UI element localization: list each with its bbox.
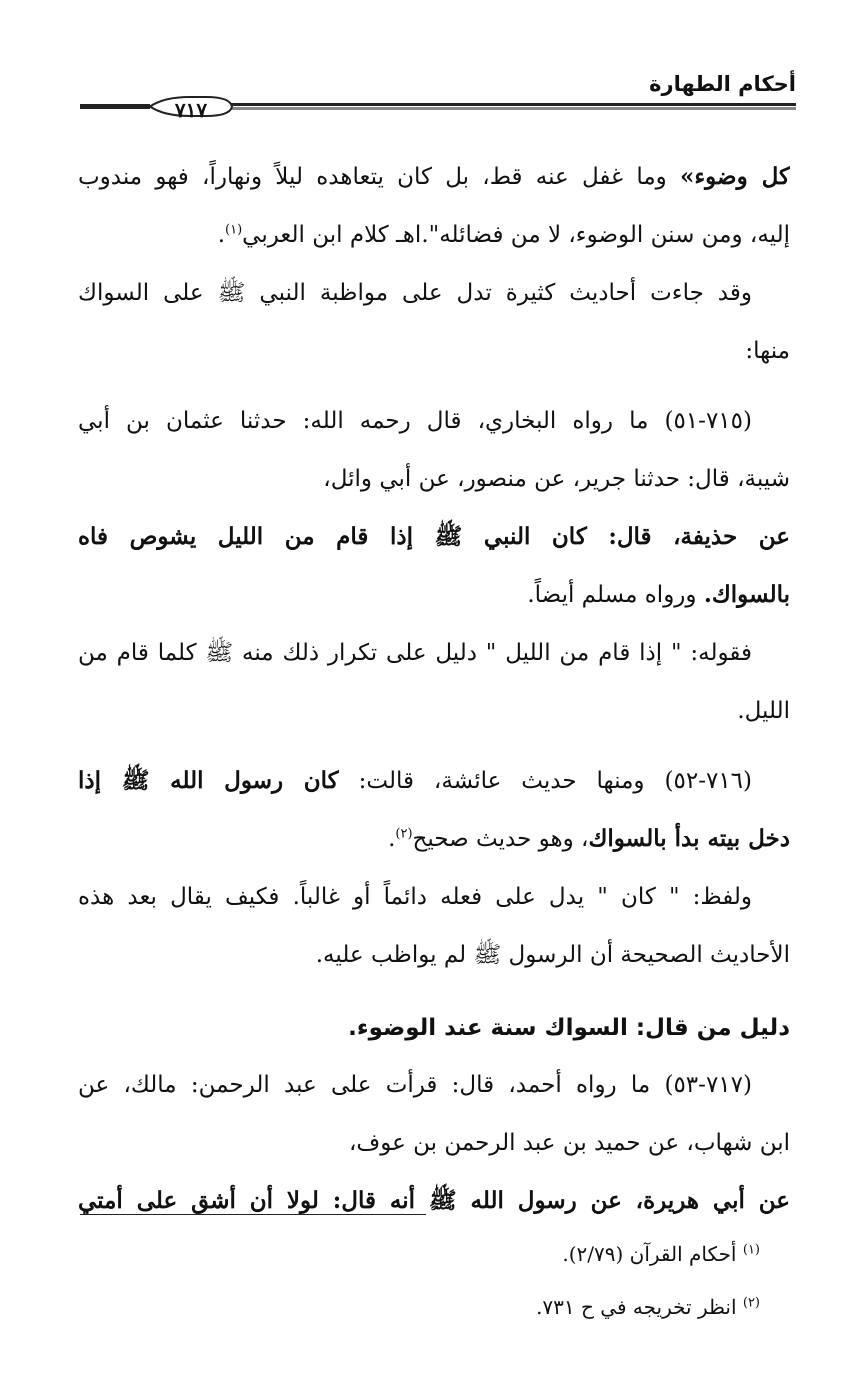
text-line xyxy=(78,566,790,624)
text-segment: (٧١٧-٥٣) ما رواه أحمد، قال: قرأت على عبد الرحمن: مالك، عن xyxy=(78,1072,752,1098)
main-text xyxy=(78,148,790,1230)
footnote-text: انظر تخريجه في ح ٧٣١. xyxy=(536,1295,743,1319)
footnote-separator xyxy=(80,1214,426,1215)
text-segment: الأحاديث الصحيحة أن الرسول ﷺ لم يواظب عليه. xyxy=(315,942,790,968)
footnote-mark: (٢) xyxy=(742,1295,760,1311)
text-segment: ورواه مسلم أيضاً. xyxy=(527,582,704,608)
text-line xyxy=(78,682,790,752)
text-line xyxy=(78,926,790,984)
book-title: أحكام الطهارة xyxy=(649,72,796,96)
section-heading: دليل من قال: السواك سنة عند الوضوء. xyxy=(348,1015,790,1041)
bold-text: عن أبي هريرة، عن رسول الله ﷺ أنه قال: لولا أن أشق على أمتي xyxy=(78,1187,790,1214)
bold-text: دخل بيته بدأ بالسواك xyxy=(588,825,790,852)
text-segment: الليل. xyxy=(737,698,790,724)
text-segment: ابن شهاب، عن حميد بن عبد الرحمن بن عوف، xyxy=(348,1130,790,1156)
text-segment: (٧١٥-٥١) ما رواه البخاري، قال رحمه الله: حدثنا عثمان بن أبي xyxy=(78,408,752,434)
text-line xyxy=(78,752,790,810)
text-line xyxy=(78,450,790,508)
text-segment: ولفظ: " كان " يدل على فعله دائماً أو غالباً. فكيف يقال بعد هذه xyxy=(78,884,752,910)
bold-text: كل وضوء» xyxy=(679,163,790,190)
footnote-text: أحكام القرآن (٢/٧٩). xyxy=(562,1242,743,1266)
text-line xyxy=(78,810,790,868)
text-line xyxy=(78,508,790,566)
text-line xyxy=(78,206,790,264)
text-line xyxy=(78,148,790,206)
text-segment: وقد جاءت أحاديث كثيرة تدل على مواظبة النبي ﷺ على السواك xyxy=(78,280,752,306)
footnote-mark: (١) xyxy=(742,1242,760,1258)
text-line xyxy=(78,264,790,322)
text-segment: شيبة، قال: حدثنا جرير، عن منصور، عن أبي وائل، xyxy=(323,466,790,492)
header-rule xyxy=(80,96,796,122)
text-segment: وما غفل عنه قط، بل كان يتعاهده ليلاً ونهاراً، فهو مندوب xyxy=(78,164,680,190)
bold-text: عن حذيفة، قال: كان النبي ﷺ إذا قام من الليل يشوص فاه xyxy=(78,523,790,550)
footnote xyxy=(80,1228,760,1281)
text-segment: إليه، ومن سنن الوضوء، لا من فضائله".اهـ كلام ابن العربي xyxy=(242,222,790,248)
footnote xyxy=(80,1281,760,1334)
page-header xyxy=(80,62,796,122)
text-line xyxy=(78,322,790,392)
text-segment: . xyxy=(388,826,396,852)
text-segment: ، وهو حديث صحيح xyxy=(412,826,589,852)
footnote-ref: (٢) xyxy=(395,826,413,842)
page-number: ٧١٧ xyxy=(174,98,208,122)
text-line xyxy=(78,1056,790,1114)
bold-text: بالسواك. xyxy=(703,581,790,608)
footnotes xyxy=(80,1228,760,1334)
text-line xyxy=(78,624,790,682)
text-segment: منها: xyxy=(745,338,790,364)
bold-text: كان رسول الله ﷺ إذا xyxy=(78,767,339,794)
text-segment: فقوله: " إذا قام من الليل " دليل على تكرار ذلك منه ﷺ كلما قام من xyxy=(78,640,752,666)
footnote-ref: (١) xyxy=(225,222,243,238)
text-segment: (٧١٦-٥٢) ومنها حديث عائشة، قالت: xyxy=(338,768,753,794)
text-line xyxy=(78,868,790,926)
text-segment: . xyxy=(217,222,226,248)
text-line xyxy=(78,392,790,450)
text-line xyxy=(78,1172,790,1230)
text-line xyxy=(78,1114,790,1172)
